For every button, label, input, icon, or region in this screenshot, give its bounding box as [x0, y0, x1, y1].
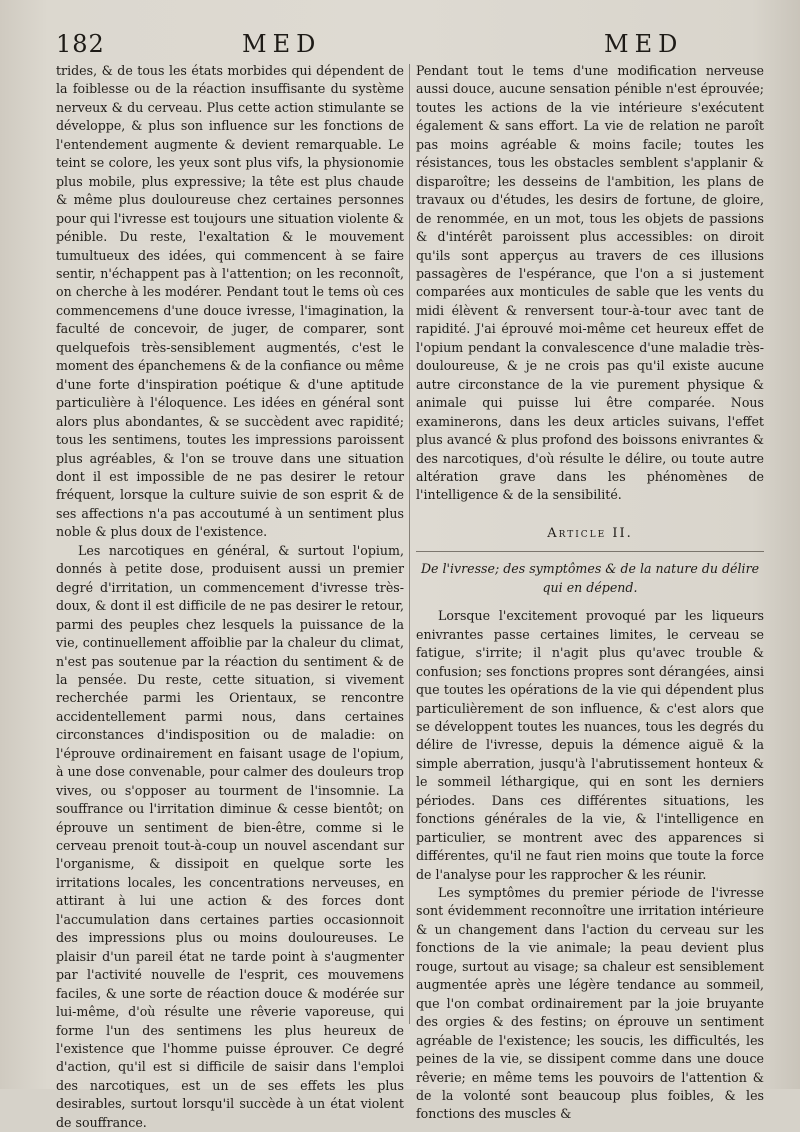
article-subtitle: De l'ivresse; des symptômes & de la nature du délire qui en dépend.: [420, 561, 760, 595]
left-column: [56, 62, 404, 1132]
article-heading: Article II.: [547, 525, 633, 541]
paragraph: Pendant tout le tems d'une modification nerveuse aussi douce, aucune sensation pénible n'est éprouvée; toutes les actions de la vie intérieure s'exécutent également & sans effort. La vie de relation ne paroît pas moins agréable & moins facile; toutes les résistances, tous les obstacles semblent s'applanir & disparoître; les desseins de l'ambition, les plans de travaux ou d'études, les desirs de fortune, de gloire, de renommée, en un mot, tous les objets de passions & d'intérêt paroissent plus accessibles: on diroit qu'ils sont apperçus au travers de ces illusions passagères de l'espérance, que l'on a si justement comparées aux monticules de sable que les vents du midi élèvent & renversent tour-à-tour avec tant de rapidité. J'ai éprouvé moi-même cet heureux effet de l'opium pendant la convalescence d'une maladie très-douloureuse, & je ne crois pas qu'il existe aucune autre circonstance de la vie purement physique & animale qui puisse lui être comparée. Nous examinerons, dans les deux articles suivans, l'effet plus avancé & plus profond des boissons enivrantes & des narcotiques, d'où résulte le délire, ou toute autre altération grave dans les phénomènes de l'intelligence & de la sensibilité.: [416, 63, 764, 503]
paragraph: trides, & de tous les états morbides qui dépendent de la foiblesse ou de la réaction insuffisante du système nerveux & du cerveau. Plus cette action stimulante se développe, & plus son influence sur les fonctions de l'entendement augmente & devient remarquable. Le teint se colore, les yeux sont plus vifs, la physionomie plus mobile, plus expressive; la tête est plus chaude & même plus douloureuse chez certaines personnes pour qui l'ivresse est toujours une situation violente & pénible. Du reste, l'exaltation & le mouvement tumultueux des idées, qui commencent à se faire sentir, n'échappent pas à l'attention; on les reconnoît, on cherche à les modérer. Pendant tout le tems où ces commencemens d'une douce ivresse, l'imagination, la faculté de concevoir, de juger, de comparer, sont quelquefois très-sensiblement augmentés, c'est le moment des épanchemens & de la confiance ou même d'une forte d'inspiration poétique & d'une aptitude particulière à l'éloquence. Les idées en général sont alors plus abondantes, & se succèdent avec rapidité; tous les sentimens, toutes les impressions paroissent plus agréables, & l'on se trouve dans une situation dont il est impossible de ne pas desirer le retour fréquent, lorsque la culture suivie de son esprit & de ses affections n'a pas accoutumé à un sentiment plus noble & plus doux de l'existence.: [56, 63, 404, 540]
right-column: [416, 62, 764, 1124]
running-head-left: MED: [242, 30, 322, 58]
paragraph: Les symptômes du premier période de l'ivresse sont évidemment reconnoître une irritation intérieure & un changement dans l'action du cerveau sur les fonctions de la vie animale; la peau devient plus rouge, surtout au visage; sa chaleur est sensiblement augmentée après une légère tendance au sommeil, que l'on combat ordinairement par la joie bruyante des orgies & des festins; on éprouve un sentiment agréable de l'existence; les soucis, les difficultés, les peines de la vie, se dissipent comme dans une douce rêverie; en même tems les pouvoirs de l'attention & de la volonté sont beaucoup plus foibles, & les fonctions des muscles &: [416, 885, 764, 1122]
heading-rule: [416, 551, 764, 552]
paragraph: Lorsque l'excitement provoqué par les liqueurs enivrantes passe certaines limites, le cerveau se fatigue, s'irrite; il n'agit plus qu'avec trouble & confusion; ses fonctions propres sont dérangées, ainsi que toutes les opérations de la vie qui dépendent plus particulièrement de son influence, & c'est alors que se développent toutes les nuances, tous les degrés du délire de l'ivresse, depuis la démence aiguë & la simple aberration, jusqu'à l'abrutissement honteux & le sommeil léthargique, qui en sont les derniers périodes. Dans ces différentes situations, les fonctions générales de la vie, & l'intelligence en particulier, se montrent avec des apparences si différentes, qu'il ne faut rien moins que toute la force de l'analyse pour les rapprocher & les réunir.: [416, 608, 764, 882]
page-number: 182: [56, 30, 105, 58]
running-head-right: MED: [604, 30, 684, 58]
page-header: [52, 26, 764, 60]
column-divider: [409, 64, 410, 1024]
paragraph: Les narcotiques en général, & surtout l'opium, donnés à petite dose, produisent aussi un premier degré d'irritation, un commencement d'ivresse très-doux, & dont il est difficile de ne pas desirer le retour, parmi des peuples chez lesquels la puissance de la vie, continuellement affoiblie par la chaleur du climat, n'est pas soutenue par la réaction du sentiment & de la pensée. Du reste, cette situation, si vivement recherchée parmi les Orientaux, se rencontre accidentellement parmi nous, dans certaines circonstances d'indisposition ou de maladie: on l'éprouve ordinairement en faisant usage de l'opium, à une dose convenable, pour calmer des douleurs trop vives, ou s'opposer au tourment de l'insomnie. La souffrance ou l'irritation diminue & cesse bientôt; on éprouve un sentiment de bien-être, comme si le cerveau prenoit tout-à-coup un nouvel ascendant sur l'organisme, & dissipoit en quelque sorte les irritations locales, les concentrations nerveuses, en attirant à lui une action & des forces dont l'accumulation dans certaines parties occasionnoit des impressions plus ou moins douloureuses. Le plaisir d'un pareil état ne tarde point à s'augmenter par l'activité nouvelle de l'esprit, ces mouvemens faciles, & une sorte de réaction douce & modérée sur lui-même, d'où résulte une rêverie vaporeuse, qui forme l'un des sentimens les plus heureux de l'existence que l'homme puisse éprouver. Ce degré d'action, qu'il est si difficile de saisir dans l'emploi des narcotiques, est un de ses effets les plus desirables, surtout lorsqu'il succède à un état violent de souffrance.: [56, 542, 404, 1130]
